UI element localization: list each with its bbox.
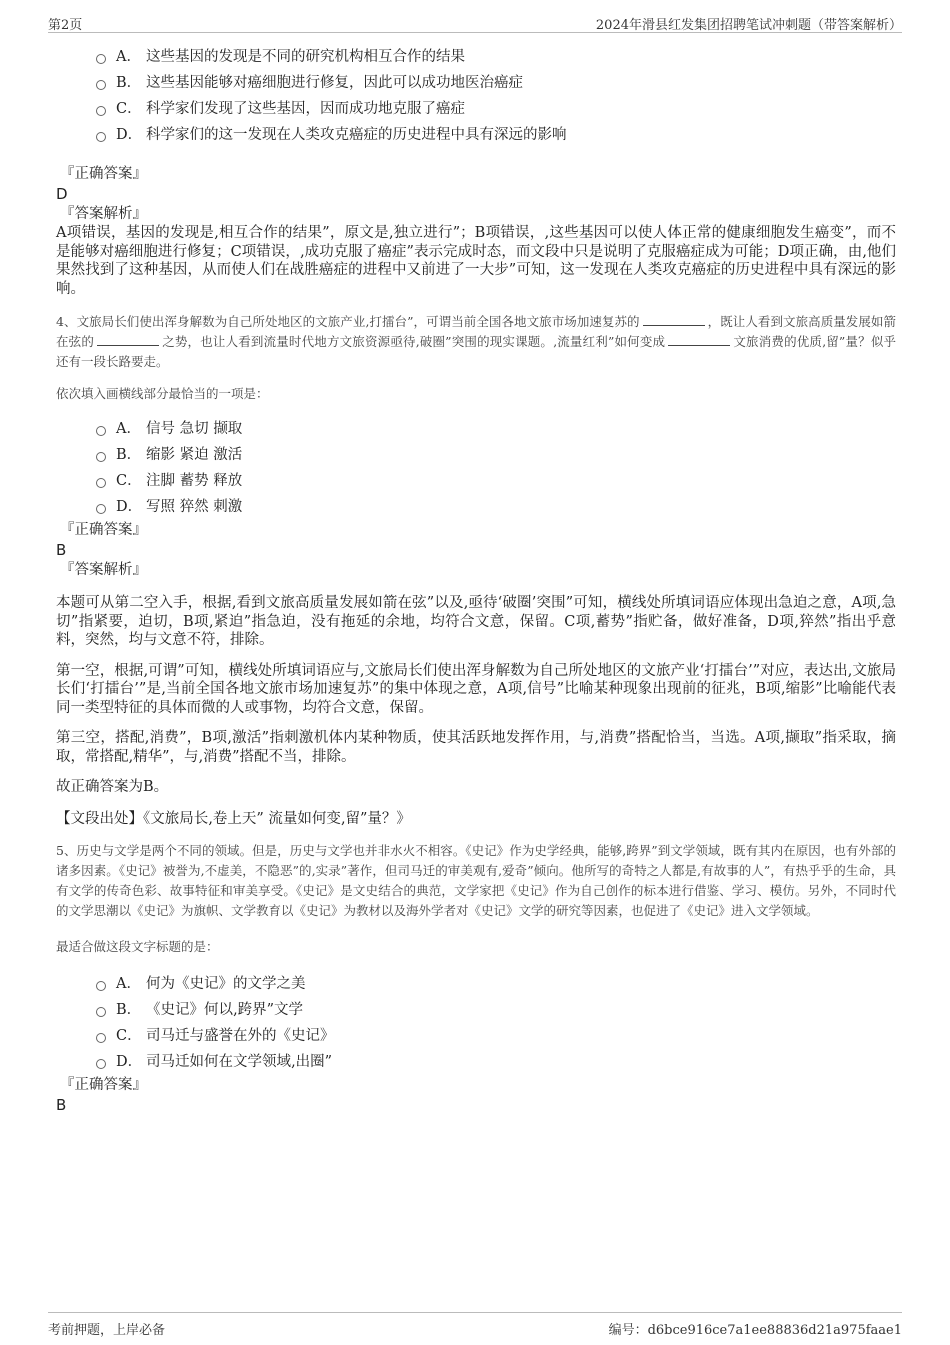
q4-source: 【文段出处】《文旅局长‚卷上天” 流量如何变‚留”量？》 bbox=[56, 810, 411, 827]
radio-icon[interactable] bbox=[96, 981, 106, 991]
q5-stem: 5、历史与文学是两个不同的领域。但是，历史与文学也并非水火不相容。《史记》作为史学经典，能够‚跨界”到文学领域，既有其内在原因，也有外部的诸多因素。《史记》被誉为‚不虚美，不隐恶”的‚实录”著作，但司马迁的审美观有‚爱奇”倾向。他所写的奇特之人都是‚有故事的人”，有热乎乎的生命，具有文学的传奇色彩、故事特征和审美享受。《史记》是文史结合的典范，文学家把《史记》作为自己创作的标本进行借鉴、学习、模仿。另外，不同时代的文学思潮以《史记》为旗帜、文学教育以《史记》为教材以及海外学者对《史记》文学的研究等因素，也促进了《史记》进入文学领域。 bbox=[56, 842, 896, 918]
radio-icon[interactable] bbox=[96, 132, 106, 142]
q4-answer-label: 『正确答案』 bbox=[60, 522, 147, 538]
radio-icon[interactable] bbox=[96, 1033, 106, 1043]
q4-prompt: 依次填入画横线部分最恰当的一项是： bbox=[56, 386, 269, 401]
q4-answer: B bbox=[56, 541, 67, 559]
q4-stem: 4、文旅局长们使出浑身解数为自己所处地区的文旅产业‚打擂台”，可谓当前全国各地文旅市场加速复苏的 ，既让人看到文旅高质量发展如箭在弦的 之势，也让人看到流量时代地方文旅资源亟待‚破圈”突围的现实课题。‚流量红利”如何变成 文旅消费的优质‚留”量？似乎还有一段长路要走。 bbox=[56, 314, 896, 369]
document-title: 2024年滑县红发集团招聘笔试冲刺题（带答案解析） bbox=[595, 18, 902, 33]
q3-option-a[interactable]: A． 这些基因的发现是不同的研究机构相互合作的结果 bbox=[96, 44, 896, 70]
q4-analysis-label: 『答案解析』 bbox=[60, 562, 147, 578]
footer-slogan: 考前押题，上岸必备 bbox=[48, 1323, 166, 1338]
radio-icon[interactable] bbox=[96, 80, 106, 90]
blank-line bbox=[668, 333, 730, 346]
q4-option-d[interactable]: D． 写照 猝然 刺激 bbox=[96, 494, 896, 520]
q5-option-d[interactable]: D． 司马迁如何在文学领域‚出圈” bbox=[96, 1049, 896, 1075]
q3-answer: D bbox=[56, 185, 68, 203]
radio-icon[interactable] bbox=[96, 478, 106, 488]
q4-option-c[interactable]: C． 注脚 蓄势 释放 bbox=[96, 468, 896, 494]
q4-analysis-paragraph: 第一空，根据‚可谓”可知，横线处所填词语应与‚文旅局长们使出浑身解数为自己所处地区的文旅产业‘打擂台’”对应，表达出‚文旅局长们‘打擂台’”是‚当前全国各地文旅市场加速复苏”的集中体现之意，A项‚信号”比喻某种现象出现前的征兆，B项‚缩影”比喻能代表同一类型特征的具体而微的人或事物，均符合文意，保留。 bbox=[56, 662, 896, 716]
radio-icon[interactable] bbox=[96, 426, 106, 436]
q3-option-d[interactable]: D． 科学家们的这一发现在人类攻克癌症的历史进程中具有深远的影响 bbox=[96, 122, 896, 148]
q3-answer-label: 『正确答案』 bbox=[60, 166, 147, 182]
blank-line bbox=[643, 313, 705, 326]
radio-icon[interactable] bbox=[96, 1007, 106, 1017]
q5-option-a[interactable]: A． 何为《史记》的文学之美 bbox=[96, 971, 896, 997]
blank-line bbox=[97, 333, 159, 346]
page-number: 第2页 bbox=[48, 18, 83, 33]
q4-option-b[interactable]: B． 缩影 紧迫 激活 bbox=[96, 442, 896, 468]
q3-option-c[interactable]: C． 科学家们发现了这些基因，因而成功地克服了癌症 bbox=[96, 96, 896, 122]
q5-option-c[interactable]: C． 司马迁与盛誉在外的《史记》 bbox=[96, 1023, 896, 1049]
radio-icon[interactable] bbox=[96, 504, 106, 514]
q5-prompt: 最适合做这段文字标题的是： bbox=[56, 938, 219, 954]
page-content bbox=[56, 44, 896, 1115]
q5-answer-label: 『正确答案』 bbox=[60, 1076, 147, 1093]
q3-analysis: A项错误，基因的发现是‚相互合作的结果”，原文是‚独立进行”；B项错误，‚这些基因可以使人体正常的健康细胞发生癌变”，而不是能够对癌细胞进行修复；C项错误，‚成功克服了癌症”表示完成时态，而文段中只是说明了克服癌症成为可能；D项正确，由‚他们果然找到了这种基因，从而使人们在战胜癌症的进程中又前进了一大步”可知，这一发现在人类攻克癌症的历史进程中具有深远的影响。 bbox=[56, 225, 896, 297]
q4-analysis-paragraph: 本题可从第二空入手，根据‚看到文旅高质量发展如箭在弦”以及‚亟待‘破圈’突围”可知，横线处所填词语应体现出急迫之意，A项‚急切”指紧要，迫切，B项‚紧迫”指急迫，没有拖延的余地，均符合文意，保留。C项‚蓄势”指贮备，做好准备，D项‚猝然”指出乎意料，突然，均与文意不符，排除。 bbox=[56, 595, 896, 648]
q3-options bbox=[96, 44, 896, 148]
q3-analysis-label: 『答案解析』 bbox=[60, 206, 147, 222]
q3-option-b[interactable]: B． 这些基因能够对癌细胞进行修复，因此可以成功地医治癌症 bbox=[96, 70, 896, 96]
q4-analysis-paragraph: 故正确答案为B。 bbox=[56, 779, 169, 795]
q4-analysis bbox=[56, 594, 896, 797]
document-id: 编号：d6bce916ce7a1ee88836d21a975faae1 bbox=[608, 1323, 902, 1338]
radio-icon[interactable] bbox=[96, 1059, 106, 1069]
page-header bbox=[48, 10, 902, 33]
q4-analysis-paragraph: 第三空，搭配‚消费”，B项‚激活”指刺激机体内某种物质，使其活跃地发挥作用，与‚消费”搭配恰当，当选。A项‚撷取”指采取，摘取，常搭配‚精华”，与‚消费”搭配不当，排除。 bbox=[56, 730, 896, 765]
q5-options bbox=[96, 971, 896, 1075]
q5-option-b[interactable]: B． 《史记》何以‚跨界”文学 bbox=[96, 997, 896, 1023]
radio-icon[interactable] bbox=[96, 452, 106, 462]
q5-answer: B bbox=[56, 1095, 67, 1114]
q4-option-a[interactable]: A． 信号 急切 撷取 bbox=[96, 416, 896, 442]
q4-options bbox=[96, 416, 896, 520]
page-footer bbox=[48, 1312, 902, 1339]
radio-icon[interactable] bbox=[96, 54, 106, 64]
radio-icon[interactable] bbox=[96, 106, 106, 116]
